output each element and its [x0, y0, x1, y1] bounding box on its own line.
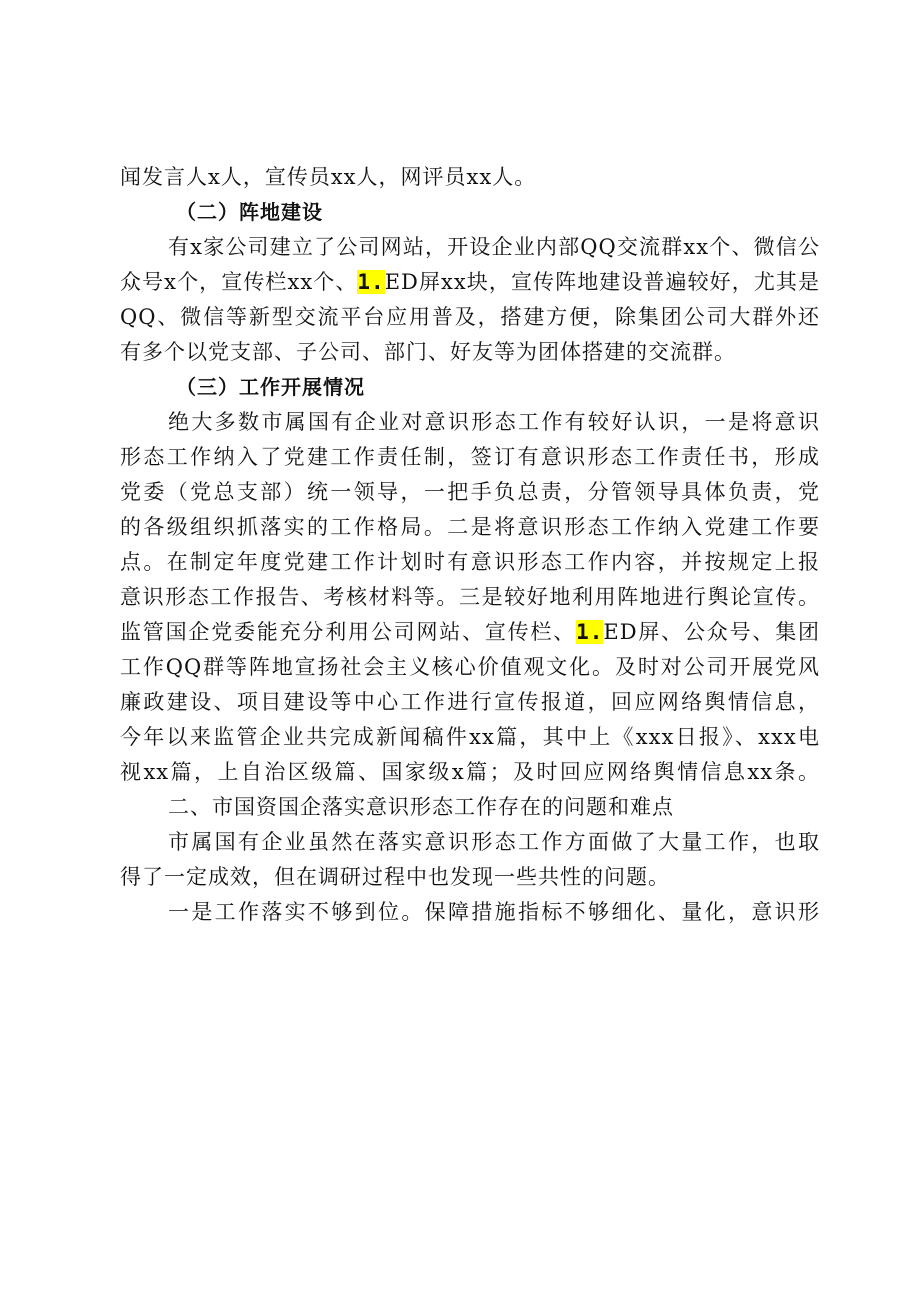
highlight-mark: 1. [357, 270, 385, 294]
paragraph-line: 党委（党总支部）统一领导，一把手负总责，分管领导具体负责，党 [120, 480, 820, 504]
paragraph-line: 工作QQ群等阵地宣扬社会主义核心价值观文化。及时对公司开展党风 [120, 655, 820, 679]
paragraph-line: 有x家公司建立了公司网站，开设企业内部QQ交流群xx个、微信公 [168, 235, 820, 259]
paragraph-line-highlighted [120, 615, 820, 650]
paragraph-line: 市属国有企业虽然在落实意识形态工作方面做了大量工作，也取 [168, 830, 820, 854]
line-text-pre: 监管国企党委能充分利用公司网站、宣传栏、 [120, 620, 577, 644]
paragraph-line: QQ、微信等新型交流平台应用普及，搭建方便，除集团公司大群外还 [120, 305, 820, 329]
paragraph-line: 点。在制定年度党建工作计划时有意识形态工作内容，并按规定上报 [120, 550, 820, 574]
chapter-heading-problems: 二、市国资国企落实意识形态工作存在的问题和难点 [168, 795, 674, 819]
section-heading-work-progress: （三）工作开展情况 [176, 375, 365, 399]
paragraph-line: 意识形态工作报告、考核材料等。三是较好地利用阵地进行舆论宣传。 [120, 585, 820, 609]
paragraph-line-highlighted [120, 265, 820, 300]
line-text-pre: 众号x个，宣传栏xx个、 [120, 270, 358, 294]
paragraph-line: 有多个以党支部、子公司、部门、好友等为团体搭建的交流群。 [120, 340, 736, 364]
paragraph-line: 闻发言人x人，宣传员xx人，网评员xx人。 [120, 165, 537, 189]
line-text-post: ED屏xx块，宣传阵地建设普遍较好，尤其是 [384, 270, 820, 294]
paragraph-line: 绝大多数市属国有企业对意识形态工作有较好认识，一是将意识 [168, 410, 820, 434]
line-text-post: ED屏、公众号、集团 [603, 620, 820, 644]
paragraph-line: 形态工作纳入了党建工作责任制，签订有意识形态工作责任书，形成 [120, 445, 820, 469]
section-heading-position-building: （二）阵地建设 [176, 200, 323, 224]
paragraph-line: 得了一定成效，但在调研过程中也发现一些共性的问题。 [120, 865, 670, 889]
paragraph-line: 今年以来监管企业共完成新闻稿件xx篇，其中上《xxx日报》、xxx电 [120, 725, 820, 749]
paragraph-line: 视xx篇，上自治区级篇、国家级x篇；及时回应网络舆情信息xx条。 [120, 760, 820, 784]
document-page [120, 160, 820, 930]
paragraph-line: 廉政建设、项目建设等中心工作进行宣传报道，回应网络舆情信息， [120, 690, 820, 714]
highlight-mark: 1. [576, 620, 604, 644]
paragraph-line: 的各级组织抓落实的工作格局。二是将意识形态工作纳入党建工作要 [120, 515, 820, 539]
paragraph-line: 一是工作落实不够到位。保障措施指标不够细化、量化，意识形 [168, 900, 820, 924]
